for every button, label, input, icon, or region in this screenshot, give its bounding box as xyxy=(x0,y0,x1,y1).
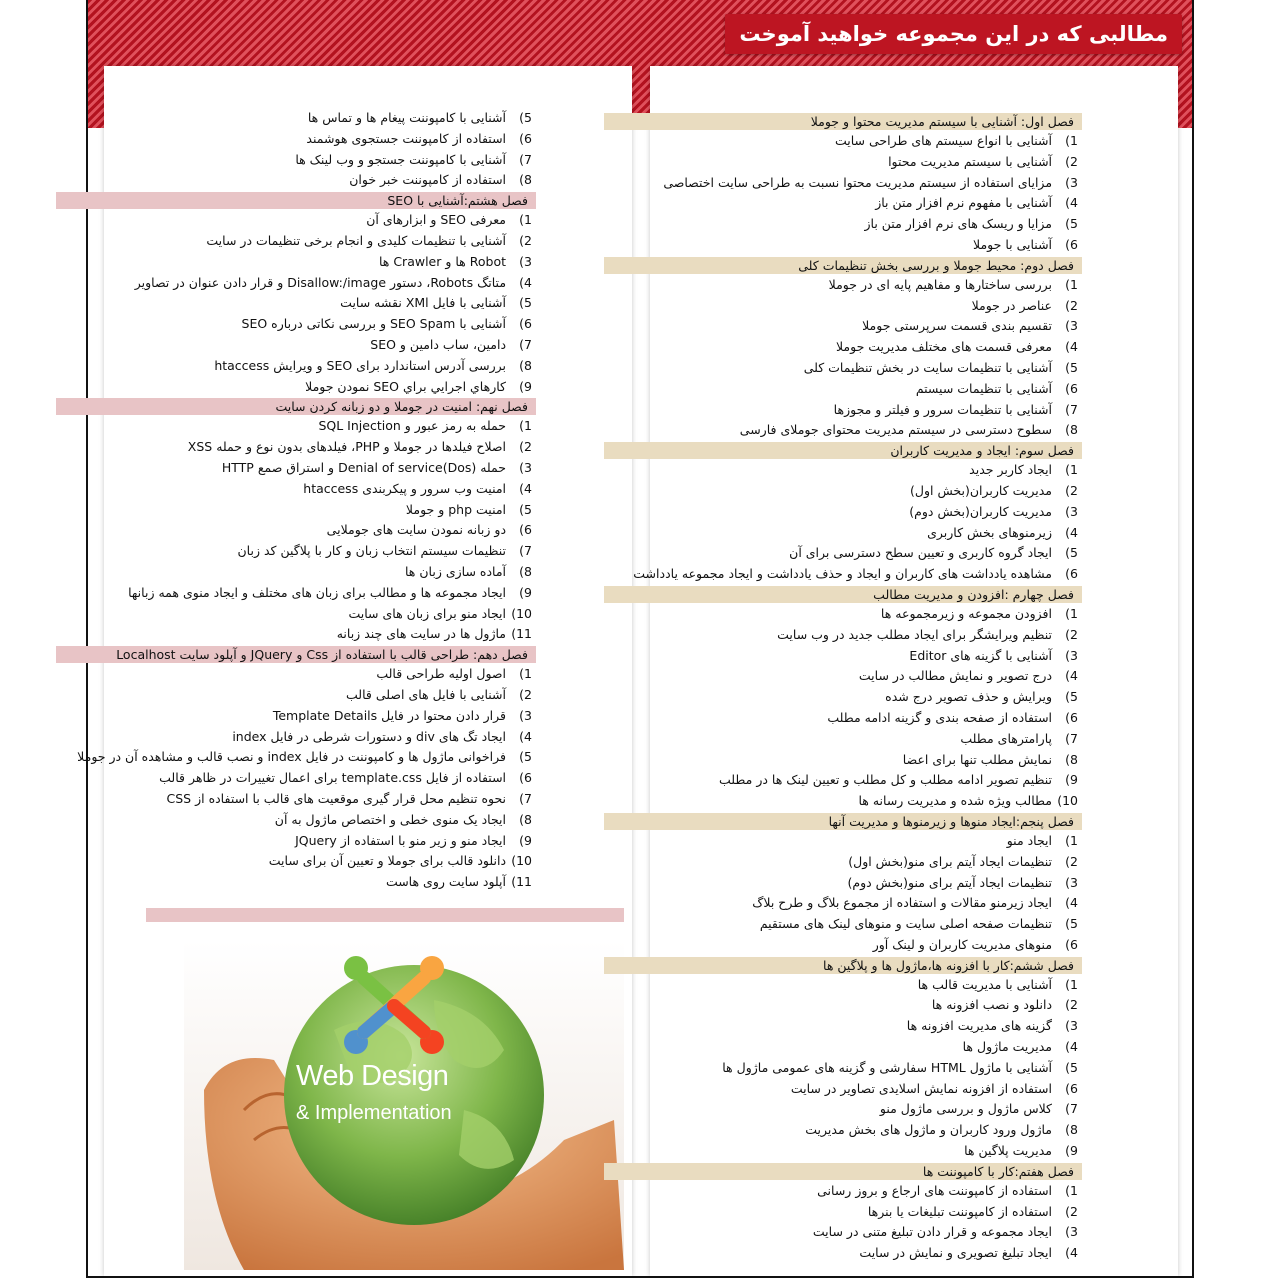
item-number: 5) xyxy=(1065,916,1078,932)
item-number: 8) xyxy=(1065,1122,1078,1138)
list-item xyxy=(604,214,1082,235)
graphic-title: Web Design xyxy=(296,1060,449,1092)
list-item xyxy=(604,481,1082,502)
item-text: نمایش مطلب تنها برای اعضا xyxy=(902,751,1053,767)
item-number: 3) xyxy=(1065,503,1078,519)
item-text: آشنایی با مدیریت قالب ها xyxy=(917,976,1053,992)
item-number: 8) xyxy=(519,357,532,373)
list-item xyxy=(604,420,1082,441)
list-item xyxy=(604,1016,1082,1037)
item-text: افزودن مجموعه و زیرمجموعه ها xyxy=(880,605,1053,621)
item-number: 3) xyxy=(1065,647,1078,663)
item-number: 9) xyxy=(1065,1143,1078,1159)
section-heading: فصل نهم: امنیت در جوملا و دو زبانه کردن سایت xyxy=(56,398,536,415)
item-number: 4) xyxy=(519,274,532,290)
section-heading: فصل دهم: طراحی قالب با استفاده از Css و JQuery و آپلود سایت Localhost xyxy=(56,646,536,663)
item-number: 4) xyxy=(1065,1245,1078,1261)
item-text: امنیت php و جوملا xyxy=(405,501,507,517)
item-text: آشنایی با جوملا xyxy=(973,236,1053,252)
item-number: 3) xyxy=(1065,174,1078,190)
section-heading: فصل هشتم:آشنایی با SEO xyxy=(56,192,536,209)
item-number: 1) xyxy=(519,666,532,682)
item-text: استفاده از صفحه بندی و گزینه ادامه مطلب xyxy=(827,709,1053,725)
item-text: ایجاد مجموعه و قرار دادن تبلیغ متنی در سایت xyxy=(812,1224,1053,1240)
item-text: استفاده از فایل template.css برای اعمال تغییرات در ظاهر قالب xyxy=(159,770,507,786)
item-text: مطالب ویژه شده و مدیریت رسانه ها xyxy=(858,793,1053,809)
section-heading: فصل اول: آشنایی با سیستم مدیریت محتوا و جوملا xyxy=(604,113,1082,130)
item-number: 6) xyxy=(519,130,532,146)
item-number: 3) xyxy=(519,253,532,269)
item-number: 4) xyxy=(1065,524,1078,540)
item-number: 10) xyxy=(1057,793,1078,809)
item-text: ایجاد منو xyxy=(1006,832,1053,848)
list-item xyxy=(604,914,1082,935)
item-text: عناصر در جوملا xyxy=(971,297,1053,313)
item-text: استفاده از کامپوننت خبر خوان xyxy=(349,172,507,188)
item-text: مشاهده یادداشت های کاربران و ایجاد و حذف یادداشت و ایجاد مجموعه یادداشت xyxy=(633,566,1053,582)
item-text: تنظیم ویرایشگر برای ایجاد مطلب جدید در وب سایت xyxy=(777,626,1053,642)
item-number: 3) xyxy=(519,707,532,723)
item-number: 7) xyxy=(1065,1101,1078,1117)
list-item xyxy=(604,687,1082,708)
item-number: 2) xyxy=(1065,297,1078,313)
item-number: 9) xyxy=(1065,772,1078,788)
item-text: زیرمنوهای بخش کاربری xyxy=(927,524,1053,540)
list-item xyxy=(56,479,536,500)
list-item xyxy=(56,831,536,852)
item-text: ماژول ها در سایت های چند زبانه xyxy=(336,626,507,642)
item-text: دانلود قالب برای جوملا و تعیین آن برای سایت xyxy=(268,853,507,869)
item-text: تنظیمات ایجاد آیتم برای منو(بخش اول) xyxy=(848,853,1053,869)
item-text: معرفی قسمت های مختلف مدیریت جوملا xyxy=(835,339,1053,355)
item-number: 1) xyxy=(1065,976,1078,992)
item-text: تنظیمات سیستم انتخاب زبان و کار با پلاگین کد زبان xyxy=(237,543,507,559)
list-item xyxy=(56,129,536,150)
list-item xyxy=(56,872,536,893)
list-item xyxy=(604,460,1082,481)
item-text: آشنایی با کامپوننت جستجو و وب لینک ها xyxy=(295,151,507,167)
list-item xyxy=(56,685,536,706)
item-text: درج تصویر و نمایش مطالب در سایت xyxy=(858,668,1053,684)
item-text: تقسیم بندی قسمت سرپرستی جوملا xyxy=(862,318,1053,334)
list-item xyxy=(604,729,1082,750)
list-item xyxy=(604,152,1082,173)
item-text: مدیریت پلاگین ها xyxy=(964,1143,1053,1159)
item-number: 6) xyxy=(1065,709,1078,725)
list-item xyxy=(604,1222,1082,1243)
globe-shape xyxy=(284,965,544,1225)
item-text: فراخوانی ماژول ها و کامپوننت در فایل index و نصب قالب و مشاهده آن در جوملا xyxy=(77,749,507,765)
item-text: استفاده از کامپوننت تبلیغات یا بنرها xyxy=(867,1203,1053,1219)
list-item xyxy=(604,646,1082,667)
list-item xyxy=(56,768,536,789)
item-text: بررسی ساختارها و مفاهیم پایه ای در جوملا xyxy=(828,276,1053,292)
item-text: دامین، ساب دامین و SEO xyxy=(370,336,507,352)
item-number: 2) xyxy=(1065,1203,1078,1219)
item-text: اصلاح فیلدها در جوملا و PHP، فیلدهای بدون نوع و حمله XSS xyxy=(187,439,507,455)
item-number: 1) xyxy=(1065,832,1078,848)
item-number: 2) xyxy=(1065,153,1078,169)
list-item xyxy=(604,337,1082,358)
item-number: 2) xyxy=(519,232,532,248)
item-number: 1) xyxy=(519,418,532,434)
item-text: ایجاد کاربر جدید xyxy=(969,462,1053,478)
item-text: آشنایی با مفهوم نرم افزار متن باز xyxy=(875,195,1053,211)
list-item xyxy=(604,1243,1082,1264)
item-text: كارهاي اجرايي براي SEO نمودن جوملا xyxy=(305,378,507,394)
list-item xyxy=(56,293,536,314)
item-number: 7) xyxy=(1065,401,1078,417)
list-item xyxy=(56,377,536,398)
item-text: ماژول ورود کاربران و ماژول های بخش مدیریت xyxy=(805,1122,1053,1138)
item-text: آشنایی با تنظیمات سایت در بخش تنظیمات کلی xyxy=(803,359,1053,375)
list-item xyxy=(604,564,1082,585)
item-text: متاتگ Robots، دستور Disallow:/image و قرار دادن عنوان در تصاویر xyxy=(134,274,507,290)
item-number: 6) xyxy=(1065,380,1078,396)
item-number: 4) xyxy=(1065,195,1078,211)
list-item xyxy=(604,1202,1082,1223)
item-number: 4) xyxy=(519,480,532,496)
item-text: استفاده از کامپوننت های ارجاع و بروز رسانی xyxy=(817,1182,1053,1198)
list-item xyxy=(56,335,536,356)
list-item xyxy=(604,604,1082,625)
item-number: 7) xyxy=(519,151,532,167)
list-item xyxy=(56,416,536,437)
item-number: 1) xyxy=(519,212,532,228)
list-item xyxy=(604,1141,1082,1162)
item-number: 5) xyxy=(519,295,532,311)
item-number: 4) xyxy=(1065,895,1078,911)
section-heading: فصل دوم: محیط جوملا و بررسی بخش تنظیمات کلی xyxy=(604,257,1082,274)
item-number: 5) xyxy=(1065,216,1078,232)
list-item xyxy=(56,562,536,583)
item-number: 3) xyxy=(519,459,532,475)
list-item xyxy=(56,231,536,252)
list-item xyxy=(604,770,1082,791)
list-item xyxy=(604,316,1082,337)
item-number: 6) xyxy=(1065,566,1078,582)
item-number: 2) xyxy=(1065,853,1078,869)
item-text: ایجاد تبلیغ تصویری و نمایش در سایت xyxy=(859,1245,1053,1261)
list-item xyxy=(56,583,536,604)
item-number: 5) xyxy=(519,110,532,125)
list-item xyxy=(604,379,1082,400)
item-text: آشنایی با فایل XMl نقشه سایت xyxy=(340,295,507,311)
list-item xyxy=(56,706,536,727)
list-item xyxy=(56,500,536,521)
item-number: 6) xyxy=(519,770,532,786)
list-item xyxy=(56,210,536,231)
item-text: نحوه تنظیم محل قرار گیری موقعیت های قالب با استفاده از CSS xyxy=(166,790,507,806)
list-item xyxy=(56,664,536,685)
item-number: 8) xyxy=(1065,751,1078,767)
item-text: آشنایی با تنظیمات سیستم xyxy=(915,380,1053,396)
item-text: استفاده از افزونه نمایش اسلایدی تصاویر در سایت xyxy=(790,1080,1053,1096)
item-number: 3) xyxy=(1065,318,1078,334)
list-item xyxy=(56,541,536,562)
list-item xyxy=(56,624,536,645)
item-text: مزایای استفاده از سیستم مدیریت محتوا نسبت به طراحی سایت اختصاصی xyxy=(663,174,1053,190)
item-number: 7) xyxy=(519,790,532,806)
item-text: تنظیمات صفحه اصلی سایت و منوهای لینک های مستقیم xyxy=(759,916,1053,932)
item-number: 9) xyxy=(519,378,532,394)
item-text: معرفی SEO و ابزارهای آن xyxy=(366,212,507,228)
list-item xyxy=(604,1099,1082,1120)
list-item xyxy=(604,1120,1082,1141)
item-number: 9) xyxy=(519,832,532,848)
item-text: دو زبانه نمودن سایت های جوملایی xyxy=(326,522,507,538)
list-item xyxy=(56,273,536,294)
list-item xyxy=(56,314,536,335)
section-heading: فصل ششم:کار با افزونه ها،ماژول ها و پلاگین ها xyxy=(604,957,1082,974)
list-item xyxy=(56,727,536,748)
item-number: 4) xyxy=(519,728,532,744)
item-text: کلاس ماژول و بررسی ماژول منو xyxy=(879,1101,1053,1117)
item-text: ایجاد گروه کاربری و تعیین سطح دسترسی برای آن xyxy=(789,545,1053,561)
list-item xyxy=(604,523,1082,544)
item-number: 8) xyxy=(519,172,532,188)
list-item xyxy=(604,708,1082,729)
item-number: 8) xyxy=(519,811,532,827)
list-item xyxy=(604,1181,1082,1202)
item-text: اصول اولیه طراحی قالب xyxy=(376,666,507,682)
section-heading: فصل پنجم:ایجاد منوها و زیرمنوها و مدیریت آنها xyxy=(604,813,1082,830)
list-item xyxy=(56,150,536,171)
item-text: ویرایش و حذف تصویر درج شده xyxy=(885,689,1053,705)
item-number: 1) xyxy=(1065,462,1078,478)
item-text: پارامترهای مطلب xyxy=(960,730,1053,746)
list-item xyxy=(604,852,1082,873)
item-number: 1) xyxy=(1065,276,1078,292)
item-number: 2) xyxy=(1065,626,1078,642)
item-text: آشنایی با تنظیمات سرور و فیلتر و مجوزها xyxy=(833,401,1053,417)
right-column xyxy=(604,112,1082,1264)
item-text: قرار دادن محتوا در فایل Template Details xyxy=(272,707,507,723)
item-number: 6) xyxy=(519,316,532,332)
item-text: آشنایی با تنظیمات کلیدی و انجام برخی تنظیمات در سایت xyxy=(206,232,507,248)
list-item xyxy=(604,358,1082,379)
list-item xyxy=(56,604,536,625)
item-text: ایجاد منو و زیر منو با استفاده از JQuery xyxy=(295,832,507,848)
list-item xyxy=(604,296,1082,317)
list-item xyxy=(604,193,1082,214)
item-text: بررسی آدرس استاندارد برای SEO و ویرایش htaccess xyxy=(214,357,507,373)
item-text: ایجاد یک منوی خطی و اختصاص ماژول به آن xyxy=(274,811,507,827)
list-item xyxy=(604,873,1082,894)
item-number: 6) xyxy=(1065,1080,1078,1096)
left-bottom-divider xyxy=(146,908,624,922)
list-item xyxy=(604,173,1082,194)
item-text: مدیریت کاربران(بخش اول) xyxy=(910,482,1053,498)
list-item xyxy=(604,131,1082,152)
list-item xyxy=(604,975,1082,996)
item-number: 1) xyxy=(1065,605,1078,621)
item-number: 10) xyxy=(511,605,532,621)
item-number: 5) xyxy=(519,749,532,765)
graphic-subtitle: & Implementation xyxy=(296,1102,452,1124)
item-text: آماده سازی زبان ها xyxy=(404,563,507,579)
list-item xyxy=(604,666,1082,687)
item-number: 7) xyxy=(1065,730,1078,746)
section-heading: فصل چهارم :افزودن و مدیریت مطالب xyxy=(604,586,1082,603)
item-number: 3) xyxy=(1065,874,1078,890)
list-item xyxy=(604,625,1082,646)
left-column xyxy=(56,108,536,893)
item-number: 8) xyxy=(519,563,532,579)
item-text: آشنایی با ماژول HTML سفارشی و گزینه های عمومی ماژول ها xyxy=(722,1059,1053,1075)
list-item xyxy=(56,520,536,541)
list-item xyxy=(604,502,1082,523)
item-number: 6) xyxy=(519,522,532,538)
item-text: آشنایی با فایل های اصلی قالب xyxy=(346,686,507,702)
item-text: ایجاد منو برای زبان های سایت xyxy=(348,605,507,621)
item-number: 7) xyxy=(519,336,532,352)
list-item xyxy=(604,1037,1082,1058)
item-number: 3) xyxy=(1065,1018,1078,1034)
item-text: منوهای مدیریت کاربران و لینک آور xyxy=(872,936,1053,952)
list-item xyxy=(604,400,1082,421)
list-item xyxy=(604,893,1082,914)
item-text: آشنایی با سیستم مدیریت محتوا xyxy=(888,153,1053,169)
item-text: حمله به رمز عبور و SQL Injection xyxy=(318,418,507,434)
item-text: آشنایی با SEO Spam و بررسی نکاتی درباره SEO xyxy=(241,316,507,332)
item-number: 1) xyxy=(1065,1182,1078,1198)
item-number: 4) xyxy=(1065,668,1078,684)
item-text: استفاده از کامپوننت جستجوی هوشمند xyxy=(306,130,507,146)
list-item xyxy=(56,437,536,458)
section-heading: فصل سوم: ایجاد و مدیریت کاربران xyxy=(604,442,1082,459)
item-number: 2) xyxy=(1065,482,1078,498)
list-item xyxy=(56,747,536,768)
item-number: 2) xyxy=(519,686,532,702)
list-item xyxy=(56,789,536,810)
item-text: گزینه های مدیریت افزونه ها xyxy=(906,1018,1053,1034)
item-text: ایجاد تگ های div و دستورات شرطی در فایل index xyxy=(232,728,507,744)
list-item xyxy=(604,275,1082,296)
item-number: 2) xyxy=(519,439,532,455)
item-text: Robot ها و Crawler ها xyxy=(378,253,507,269)
list-item xyxy=(56,356,536,377)
item-number: 6) xyxy=(1065,236,1078,252)
page-title: مطالبی که در این مجموعه خواهید آموخت xyxy=(725,14,1182,54)
list-item xyxy=(604,935,1082,956)
item-number: 7) xyxy=(519,543,532,559)
item-number: 9) xyxy=(519,584,532,600)
item-number: 5) xyxy=(1065,1059,1078,1075)
list-item xyxy=(56,810,536,831)
item-text: مدیریت کاربران(بخش دوم) xyxy=(909,503,1053,519)
list-item xyxy=(604,1058,1082,1079)
item-number: 8) xyxy=(1065,422,1078,438)
list-item xyxy=(56,851,536,872)
list-item xyxy=(56,252,536,273)
section-heading: فصل هفتم:کار با کامپوننت ها xyxy=(604,1163,1082,1180)
item-number: 1) xyxy=(1065,133,1078,148)
list-item xyxy=(604,1079,1082,1100)
item-number: 11) xyxy=(511,626,532,642)
item-text: ایجاد مجموعه ها و مطالب برای زبان های مختلف و ایجاد منوی همه زبانها xyxy=(128,584,507,600)
item-number: 2) xyxy=(1065,997,1078,1013)
item-number: 4) xyxy=(1065,1039,1078,1055)
item-text: آپلود سایت روی هاست xyxy=(385,874,507,890)
item-number: 5) xyxy=(1065,359,1078,375)
item-text: آشنایی با انواع سیستم های طراحی سایت xyxy=(834,133,1053,148)
item-text: ایجاد زیرمنو مقالات و استفاده از مجموع بلاگ و طرح بلاگ xyxy=(752,895,1053,911)
item-number: 5) xyxy=(519,501,532,517)
list-item xyxy=(604,791,1082,812)
item-text: آشنایی با گزینه های Editor xyxy=(909,647,1053,663)
item-number: 5) xyxy=(1065,545,1078,561)
list-item xyxy=(604,543,1082,564)
item-text: تنظیمات ایجاد آیتم برای منو(بخش دوم) xyxy=(847,874,1053,890)
item-text: دانلود و نصب افزونه ها xyxy=(931,997,1053,1013)
item-text: امنیت وب سرور و پیکربندی htaccess xyxy=(303,480,507,496)
list-item xyxy=(604,750,1082,771)
item-number: 6) xyxy=(1065,936,1078,952)
item-text: تنظیم تصویر ادامه مطلب و کل مطلب و تعیین لینک ها در مطلب xyxy=(718,772,1053,788)
list-item xyxy=(604,235,1082,256)
item-text: آشنایی با کامپوننت پیغام ها و تماس ها xyxy=(307,110,507,125)
item-text: مزایا و ریسک های نرم افزار متن باز xyxy=(864,216,1053,232)
item-text: سطوح دسترسی در سیستم مدیریت محتوای جوملای فارسی xyxy=(739,422,1053,438)
item-text: مدیریت ماژول ها xyxy=(962,1039,1053,1055)
list-item xyxy=(56,458,536,479)
item-number: 11) xyxy=(511,874,532,890)
list-item xyxy=(56,170,536,191)
item-number: 4) xyxy=(1065,339,1078,355)
list-item xyxy=(604,995,1082,1016)
item-text: حمله Denial of service(Dos) و استراق صمع HTTP xyxy=(221,459,507,475)
item-number: 5) xyxy=(1065,689,1078,705)
item-number: 3) xyxy=(1065,1224,1078,1240)
list-item xyxy=(56,108,536,129)
list-item xyxy=(604,831,1082,852)
item-number: 10) xyxy=(511,853,532,869)
